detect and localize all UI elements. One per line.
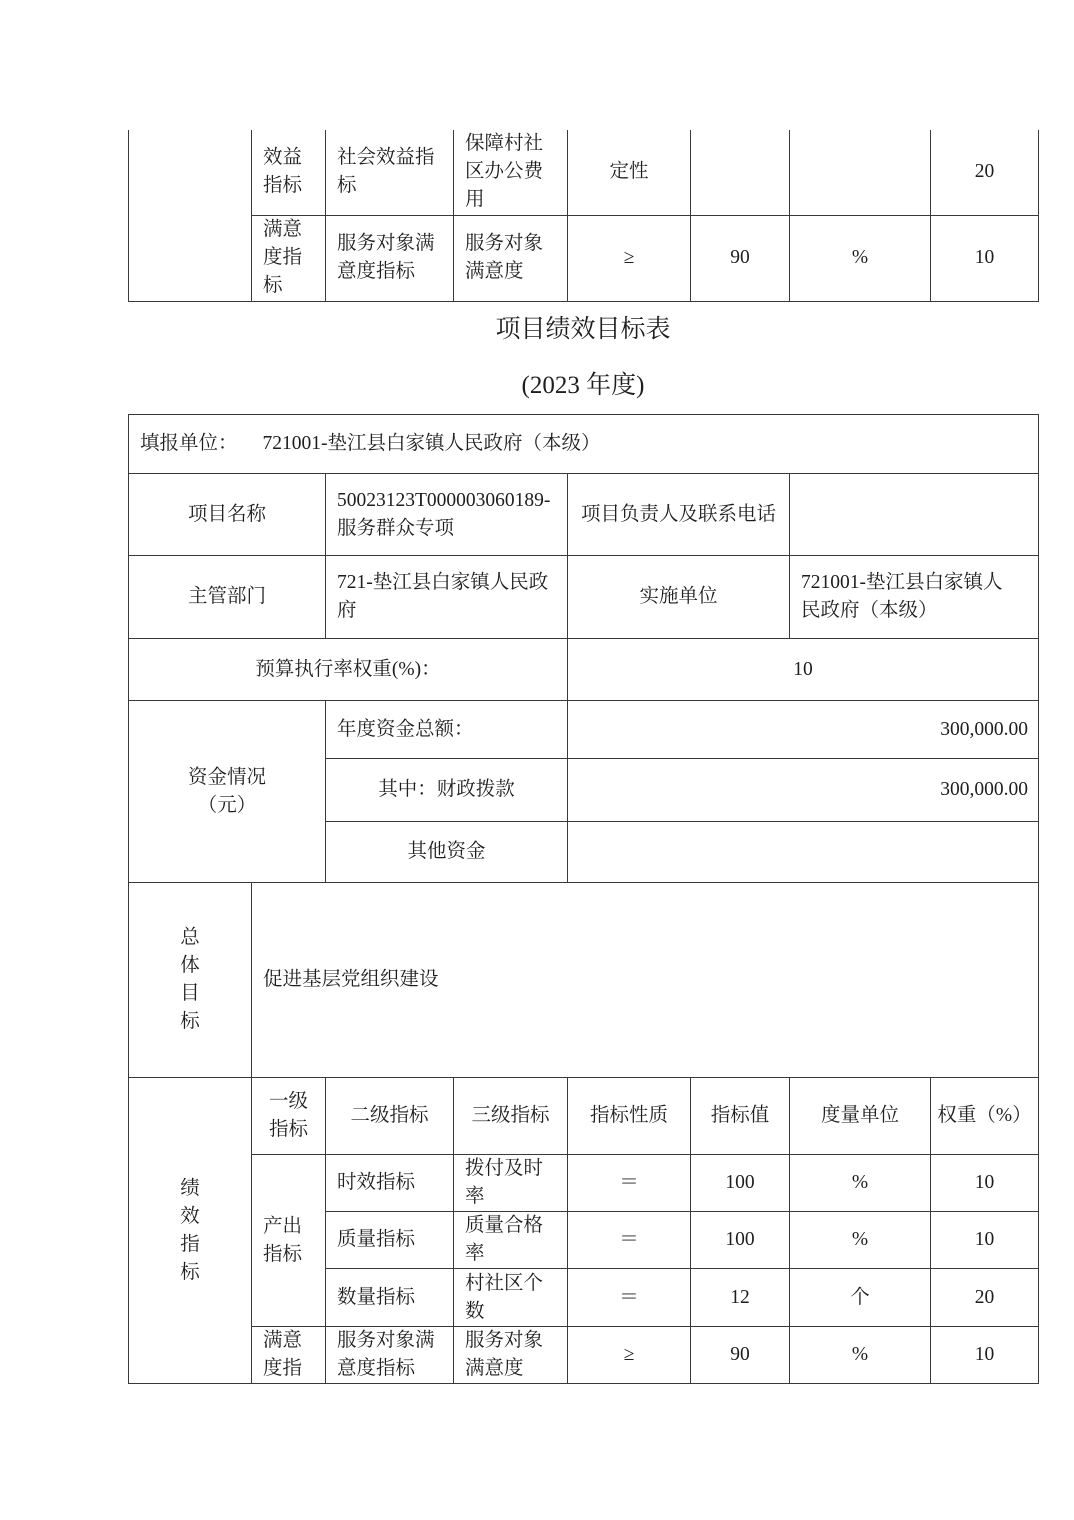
level1-cell <box>252 215 326 301</box>
header-level3: 三级指标 <box>454 1078 568 1155</box>
overall-goal-row <box>129 883 1039 1078</box>
level3-cell <box>454 1155 568 1212</box>
project-name-value: 50023123T000003060189-服务群众专项 <box>337 489 551 539</box>
level3-indicator: 拨付及时率 <box>465 1158 544 1207</box>
reporting-unit-row <box>129 415 1039 474</box>
level3-indicator: 质量合格率 <box>465 1215 544 1264</box>
level2-cell <box>326 130 454 215</box>
level3-indicator: 服务对象满意度 <box>465 1330 544 1379</box>
indicator-weight: 20 <box>931 1269 1039 1327</box>
level2-indicator: 质量指标 <box>326 1212 454 1269</box>
level2-cell <box>326 215 454 301</box>
project-lead-label: 项目负责人及联系电话 <box>568 474 790 556</box>
level2-indicator: 服务对象满意度指标 <box>337 233 435 282</box>
level3-cell <box>454 1327 568 1384</box>
level2-cell <box>326 1327 454 1384</box>
funds-label: 资金情况（元） <box>187 766 266 816</box>
level1-indicator: 产出指标 <box>263 1215 303 1265</box>
reporting-unit-value: 721001-垫江县白家镇人民政府（本级） <box>262 433 601 454</box>
indicator-category-cell <box>129 130 252 301</box>
indicator-nature: ≥ <box>568 1327 691 1384</box>
project-name-label: 项目名称 <box>129 474 326 556</box>
page-title: 项目绩效目标表 <box>495 316 671 343</box>
continued-indicator-table <box>128 130 1039 302</box>
indicator-nature: ＝ <box>568 1212 691 1269</box>
indicator-value: 12 <box>691 1269 790 1327</box>
department-label: 主管部门 <box>129 556 326 639</box>
indicator-weight: 20 <box>931 130 1039 215</box>
level2-indicator: 服务对象满意度指标 <box>337 1330 435 1379</box>
indicator-unit: 个 <box>790 1269 931 1327</box>
level3-indicator: 服务对象满意度 <box>465 233 544 282</box>
level3-cell <box>454 1269 568 1327</box>
indicator-unit: % <box>790 1155 931 1212</box>
budget-weight-label: 预算执行率权重(%)： <box>129 639 568 701</box>
header-value: 指标值 <box>691 1078 790 1155</box>
header-unit: 度量单位 <box>790 1078 931 1155</box>
level3-indicator: 保障村社区办公费用 <box>465 133 544 211</box>
other-funds-value <box>568 822 1039 883</box>
overall-goal-label: 总体目标 <box>180 927 200 1032</box>
indicator-weight: 10 <box>931 1155 1039 1212</box>
funds-total-row <box>129 701 1039 759</box>
implementing-unit-label: 实施单位 <box>568 556 790 639</box>
performance-indicators-cell <box>129 1078 252 1384</box>
indicator-value: 100 <box>691 1155 790 1212</box>
level1-indicator: 满意度指 <box>263 1330 303 1379</box>
reporting-unit-cell <box>129 415 1039 474</box>
level1-cell <box>252 1327 326 1384</box>
department-cell <box>326 556 568 639</box>
overall-goal-label-cell <box>129 883 252 1078</box>
page-subtitle: (2023 年度) <box>521 372 645 399</box>
fiscal-allocation-value: 300,000.00 <box>568 759 1039 822</box>
indicator-nature: ≥ <box>568 215 691 301</box>
header-level2: 二级指标 <box>326 1078 454 1155</box>
indicator-value: 90 <box>691 215 790 301</box>
budget-weight-row <box>129 639 1039 701</box>
implementing-unit-value: 721001-垫江县白家镇人民政府（本级） <box>801 572 1003 621</box>
indicator-value <box>691 130 790 215</box>
indicator-unit: % <box>790 1212 931 1269</box>
annual-total-label: 年度资金总额： <box>326 701 568 759</box>
indicator-row <box>129 1155 1039 1212</box>
indicator-value: 90 <box>691 1327 790 1384</box>
indicator-weight: 10 <box>931 215 1039 301</box>
indicator-weight: 10 <box>931 1212 1039 1269</box>
level2-indicator: 时效指标 <box>326 1155 454 1212</box>
project-lead-value <box>790 474 1039 556</box>
performance-indicators-label: 绩效指标 <box>180 1177 200 1283</box>
funds-cell <box>129 701 326 883</box>
project-name-cell <box>326 474 568 556</box>
header-level1: 一级指标 <box>268 1091 308 1140</box>
level3-indicator: 村社区个数 <box>465 1272 544 1322</box>
indicator-row <box>129 130 1039 215</box>
level2-indicator: 数量指标 <box>326 1269 454 1327</box>
indicator-nature: ＝ <box>568 1269 691 1327</box>
indicator-value: 100 <box>691 1212 790 1269</box>
indicator-header-row <box>129 1078 1039 1155</box>
budget-weight-value: 10 <box>568 639 1039 701</box>
indicator-unit <box>790 130 931 215</box>
performance-target-table <box>128 414 1039 1384</box>
indicator-unit: % <box>790 1327 931 1384</box>
level1-indicator: 效益指标 <box>263 147 303 197</box>
fiscal-allocation-label: 其中：财政拨款 <box>326 759 568 822</box>
reporting-unit-label: 填报单位： <box>140 433 238 454</box>
level1-indicator: 满意度指标 <box>263 219 303 296</box>
header-nature: 指标性质 <box>568 1078 691 1155</box>
department-row <box>129 556 1039 639</box>
level1-cell <box>252 130 326 215</box>
header-weight: 权重（%） <box>931 1078 1039 1155</box>
level3-cell <box>454 215 568 301</box>
level2-indicator: 社会效益指标 <box>337 147 435 197</box>
other-funds-label: 其他资金 <box>326 822 568 883</box>
indicator-nature: 定性 <box>568 130 691 215</box>
annual-total-value: 300,000.00 <box>568 701 1039 759</box>
header-level1-cell <box>252 1078 326 1155</box>
level3-cell <box>454 1212 568 1269</box>
indicator-weight: 10 <box>931 1327 1039 1384</box>
department-value: 721-垫江县白家镇人民政府 <box>337 572 549 621</box>
indicator-unit: % <box>790 215 931 301</box>
indicator-nature: ＝ <box>568 1155 691 1212</box>
indicator-row <box>129 1327 1039 1384</box>
project-name-row <box>129 474 1039 556</box>
indicator-row <box>129 215 1039 301</box>
overall-goal-value: 促进基层党组织建设 <box>252 883 1039 1078</box>
implementing-unit-cell <box>790 556 1039 639</box>
level3-cell <box>454 130 568 215</box>
level1-cell <box>252 1155 326 1327</box>
